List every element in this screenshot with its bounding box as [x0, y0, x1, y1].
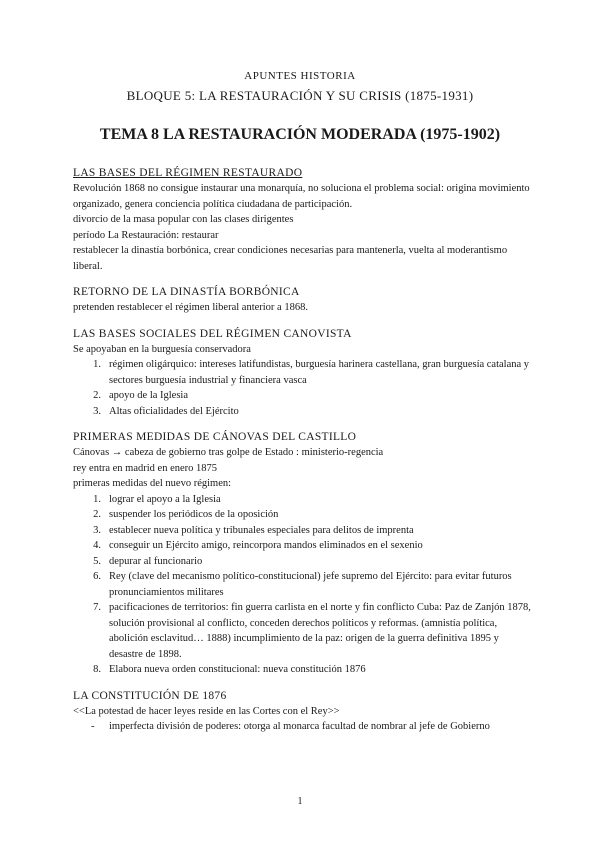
list-item: 6. Rey (clave del mecanismo político-constitucional) jefe supremo del Ejército: para evitar futuros pronunciamientos militares — [93, 571, 512, 598]
section-heading-constitucion: LA CONSTITUCIÓN DE 1876 — [73, 689, 227, 702]
list-item: 8. Elabora nueva orden constitucional: nueva constitución 1876 — [93, 664, 366, 675]
list-item: 1. lograr el apoyo a la Iglesia — [93, 493, 221, 505]
paragraph: pretenden restablecer el régimen liberal anterior a 1868. — [73, 302, 308, 313]
list-item: 3. Altas oficialidades del Ejército — [93, 405, 239, 417]
header-course: APUNTES HISTORIA — [244, 70, 356, 82]
section-heading-bases: LAS BASES DEL RÉGIMEN RESTAURADO — [73, 167, 303, 179]
header-block: BLOQUE 5: LA RESTAURACIÓN Y SU CRISIS (1875-1931) — [126, 88, 474, 103]
page-title: TEMA 8 LA RESTAURACIÓN MODERADA (1975-1902) — [99, 126, 501, 143]
page-number: 1 — [297, 796, 303, 807]
numbered-list — [73, 357, 533, 419]
list-item: 2. apoyo de la Iglesia — [93, 390, 189, 401]
paragraph: divorcio de la masa popular con las clases dirigentes — [73, 214, 294, 225]
list-item: 3. establecer nueva política y tribunales especiales para delitos de imprenta — [93, 524, 414, 536]
section-heading-medidas: PRIMERAS MEDIDAS DE CÁNOVAS DEL CASTILLO — [73, 431, 357, 443]
paragraph: restablecer la dinastía borbónica, crear condiciones necesarias para mantenerla, vuelta al moderantismo liberal. — [73, 245, 508, 272]
paragraph: período La Restauración: restaurar — [73, 229, 219, 241]
bullet-list — [73, 719, 533, 735]
paragraph: primeras medidas del nuevo régimen: — [73, 478, 232, 489]
section-heading-sociales: LAS BASES SOCIALES DEL RÉGIMEN CANOVISTA — [73, 327, 352, 340]
section-heading-retorno: RETORNO DE LA DINASTÍA BORBÓNICA — [73, 286, 300, 298]
list-item: 4. conseguir un Ejército amigo, reincorpora mandos eliminados en el sexenio — [93, 540, 423, 551]
paragraph: Revolución 1868 no consigue instaurar una monarquía, no soluciona el problema social: origina movimiento organizado, genera conciencia política ciudadana de participación. — [73, 183, 530, 210]
quote: <<La potestad de hacer leyes reside en las Cortes con el Rey>> — [73, 705, 340, 717]
document-body — [73, 165, 533, 735]
list-item: 5. depurar al funcionario — [93, 555, 203, 567]
paragraph: rey entra en madrid en enero 1875 — [73, 462, 218, 474]
paragraph: Cánovas → cabeza de gobierno tras golpe de Estado : ministerio-regencia — [73, 447, 384, 458]
list-item: 1. régimen oligárquico: intereses latifundistas, burguesía harinera castellana, gran burguesía catalana y sectores burguesía industrial y financiera vasca — [93, 359, 530, 386]
list-item: 7. pacificaciones de territorios: fin guerra carlista en el norte y fin conflicto Cuba: Paz de Zanjón 1878, solución provisional al conflicto, conceden derechos políticos y reformas. (amnistía política, abolición esclavitud… 1888) incumplimiento de la paz: origen de la guerra definitiva 1895 y desastre de 1898. — [93, 602, 531, 660]
list-item: - imperfecta división de poderes: otorga al monarca facultad de nombrar al jefe de Gobierno — [91, 721, 490, 732]
numbered-list — [73, 492, 533, 678]
paragraph: Se apoyaban en la burguesía conservadora — [73, 343, 251, 355]
list-item: 2. suspender los periódicos de la oposición — [93, 509, 279, 520]
